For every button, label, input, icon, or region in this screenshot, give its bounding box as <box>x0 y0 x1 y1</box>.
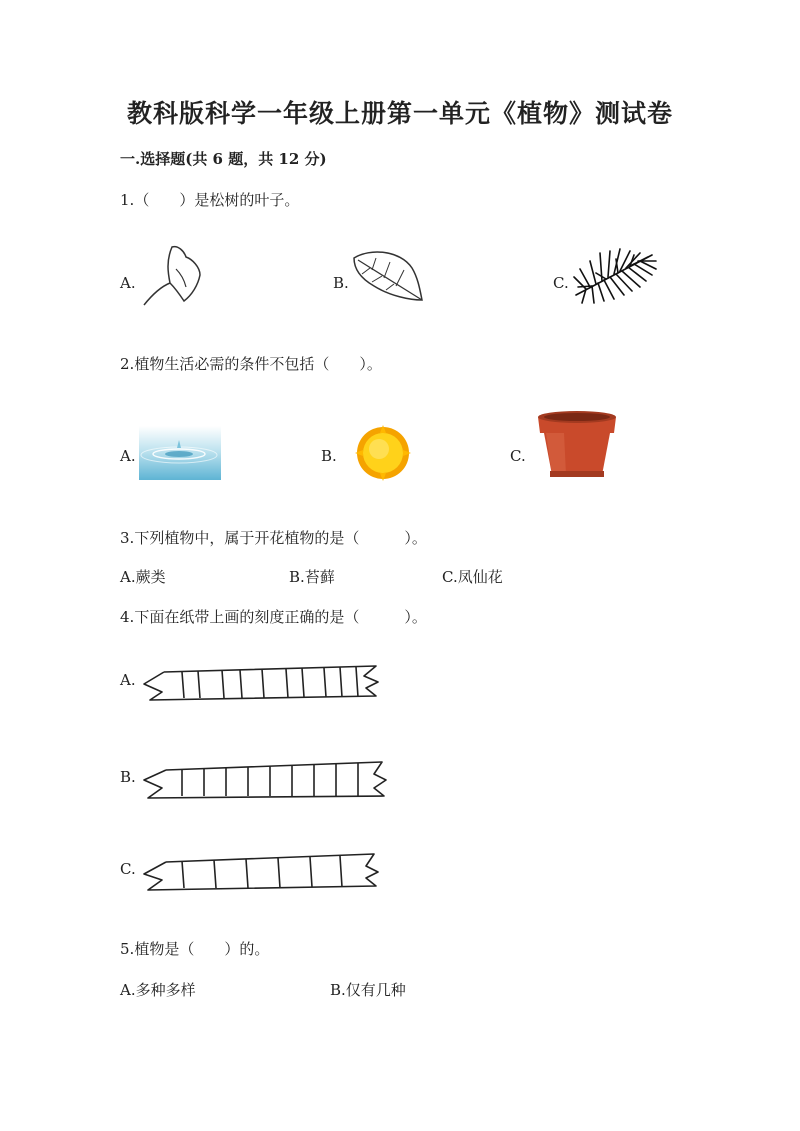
q1-option-b-label[interactable]: B. <box>333 274 349 292</box>
question-4 <box>120 606 427 627</box>
question-1 <box>120 189 299 210</box>
option-text: 多种多样 <box>135 981 196 999</box>
question-text: （ ）是松树的叶子。 <box>134 191 300 209</box>
ginkgo-leaf-icon <box>140 243 210 309</box>
sun-icon <box>355 425 411 481</box>
q1-option-c-label[interactable]: C. <box>553 274 569 292</box>
q4-option-c-label[interactable]: C. <box>120 860 136 878</box>
question-text: 下列植物中，属于开花植物的是（ ）。 <box>134 529 427 547</box>
option-label: B. <box>330 981 346 999</box>
q5-option-a[interactable] <box>120 979 196 1000</box>
q3-option-b[interactable] <box>289 566 335 587</box>
question-number: 5. <box>120 940 135 958</box>
question-3 <box>120 527 427 548</box>
page-title: 教科版科学一年级上册第一单元《植物》测试卷 <box>126 99 673 128</box>
question-number: 3. <box>120 529 135 547</box>
q2-option-a-label[interactable]: A. <box>120 447 136 465</box>
question-5 <box>120 938 269 959</box>
question-text: 植物是（ ）的。 <box>134 940 270 958</box>
section-heading: 一.选择题(共 6 题，共 12 分) <box>120 150 327 168</box>
option-text: 苔藓 <box>304 568 335 586</box>
q4-option-b-label[interactable]: B. <box>120 768 136 786</box>
question-number: 4. <box>120 608 135 626</box>
broad-leaf-icon <box>350 248 426 304</box>
paper-strip-uneven-ticks-icon <box>140 660 384 704</box>
question-number: 1. <box>120 191 135 209</box>
question-text: 植物生活必需的条件不包括（ ）。 <box>134 355 382 373</box>
option-label: B. <box>289 568 305 586</box>
paper-strip-even-ticks-icon <box>140 756 388 802</box>
option-label: A. <box>120 568 136 586</box>
question-2 <box>120 353 382 374</box>
q3-option-a[interactable] <box>120 566 166 587</box>
option-text: 蕨类 <box>135 568 166 586</box>
question-number: 2. <box>120 355 135 373</box>
option-label: C. <box>442 568 458 586</box>
q4-option-a-label[interactable]: A. <box>120 671 136 689</box>
option-text: 仅有几种 <box>345 981 406 999</box>
q5-option-b[interactable] <box>330 979 406 1000</box>
pine-needles-icon <box>572 247 658 307</box>
flower-pot-icon <box>536 409 618 479</box>
q2-option-c-label[interactable]: C. <box>510 447 526 465</box>
question-text: 下面在纸带上画的刻度正确的是（ ）。 <box>134 608 427 626</box>
q3-option-c[interactable] <box>442 566 503 587</box>
option-text: 凤仙花 <box>457 568 503 586</box>
q2-option-b-label[interactable]: B. <box>321 447 337 465</box>
water-ripple-icon <box>139 426 221 480</box>
paper-strip-wide-ticks-icon <box>140 848 386 894</box>
option-label: A. <box>120 981 136 999</box>
q1-option-a-label[interactable]: A. <box>120 274 136 292</box>
